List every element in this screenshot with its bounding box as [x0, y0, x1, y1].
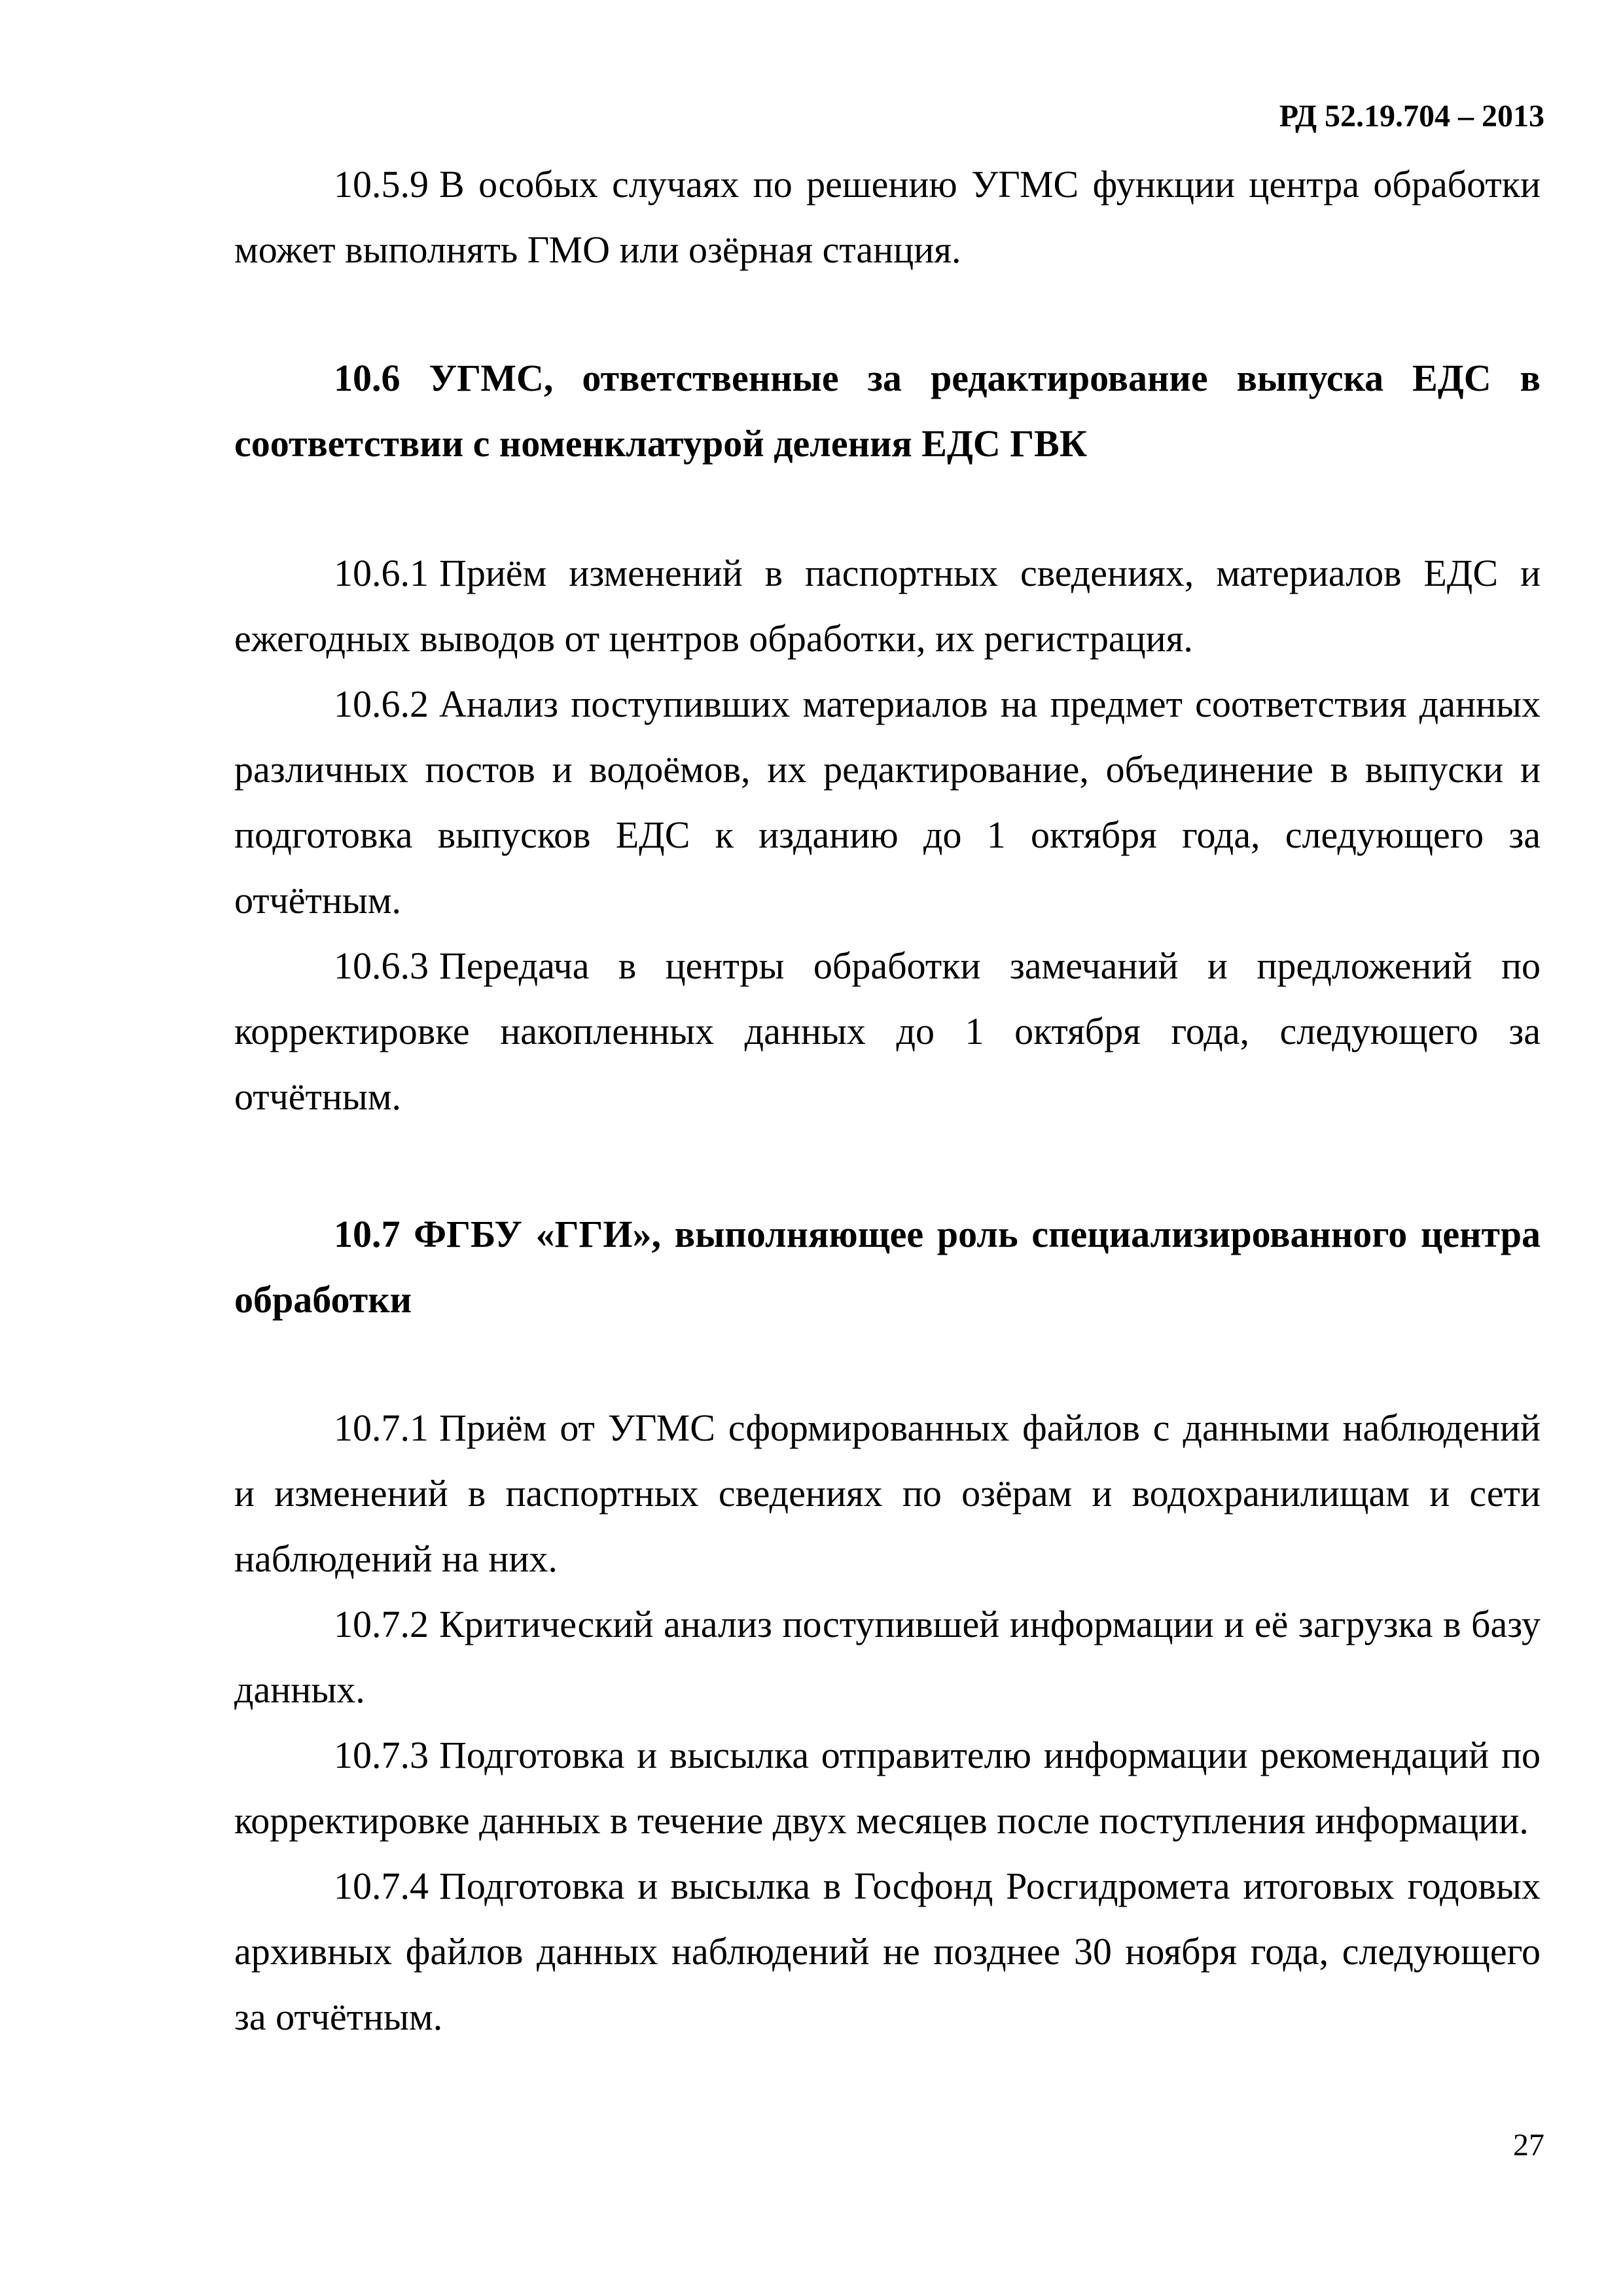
- paragraph-number: 10.7.3: [334, 1734, 429, 1776]
- paragraph-10-7-1: [234, 1395, 1541, 1592]
- paragraph-text: Передача в центры обработки замечаний и предложений по корректировке накопленных данных до 1 октября года, следующего за отчётным.: [234, 944, 1541, 1118]
- paragraph-10-7-3: [234, 1723, 1541, 1854]
- section-10-5-block: [234, 152, 1541, 283]
- paragraph-10-7-4: [234, 1854, 1541, 2050]
- document-code: РД 52.19.704 – 2013: [1279, 99, 1544, 134]
- paragraph-text: Подготовка и высылка отправителю информации рекомендаций по корректировке данных в течение двух месяцев после поступления информации.: [234, 1734, 1541, 1842]
- paragraph-number: 10.7.4: [334, 1865, 429, 1907]
- paragraph-text: Анализ поступивших материалов на предмет соответствия данных различных постов и водоёмов, их редактирование, объединение в выпуски и подготовка выпусков ЕДС к изданию до 1 октября года, следующего за отчётным.: [234, 683, 1541, 922]
- paragraph-number: 10.6.3: [334, 944, 429, 987]
- paragraph-10-6-1: [234, 541, 1541, 672]
- section-10-7-heading-block: [234, 1202, 1541, 1333]
- paragraph-text: Подготовка и высылка в Госфонд Росгидромета итоговых годовых архивных файлов данных наблюдений не позднее 30 ноября года, следующего за отчётным.: [234, 1865, 1541, 2038]
- paragraph-10-6-3: [234, 933, 1541, 1130]
- page-number: 27: [1513, 2128, 1544, 2162]
- paragraph-text: Приём изменений в паспортных сведениях, материалов ЕДС и ежегодных выводов от центров обработки, их регистрация.: [234, 552, 1541, 660]
- section-10-7-body: [234, 1395, 1541, 2050]
- paragraph-10-6-2: [234, 672, 1541, 933]
- paragraph-10-5-9: [234, 152, 1541, 283]
- paragraph-number: 10.5.9: [334, 163, 429, 206]
- paragraph-number: 10.7.2: [334, 1603, 429, 1645]
- section-10-6-heading-block: [234, 346, 1541, 476]
- section-heading-10-6: 10.6 УГМС, ответственные за редактирование выпуска ЕДС в соответствии с номенклатурой деления ЕДС ГВК: [234, 357, 1541, 465]
- paragraph-number: 10.7.1: [334, 1407, 429, 1449]
- paragraph-text: Приём от УГМС сформированных файлов с данными наблюдений и изменений в паспортных сведениях по озёрам и водохранилищам и сети наблюдений на них.: [234, 1407, 1541, 1580]
- paragraph-number: 10.6.1: [334, 552, 429, 594]
- paragraph-10-7-2: [234, 1592, 1541, 1723]
- paragraph-text: В особых случаях по решению УГМС функции центра обработки может выполнять ГМО или озёрная станция.: [234, 163, 1541, 271]
- paragraph-number: 10.6.2: [334, 683, 429, 725]
- section-10-6-body: [234, 541, 1541, 1130]
- paragraph-text: Критический анализ поступившей информации и её загрузка в базу данных.: [234, 1603, 1541, 1711]
- section-heading-10-7: 10.7 ФГБУ «ГГИ», выполняющее роль специализированного центра обработки: [234, 1213, 1541, 1321]
